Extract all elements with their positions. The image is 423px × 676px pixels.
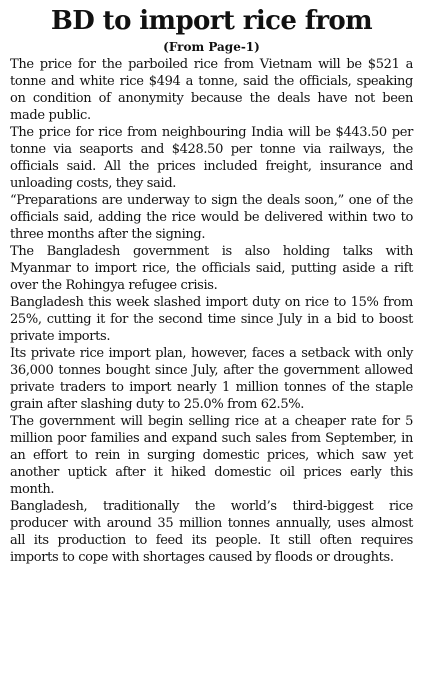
paragraph-vietnam-prices: The price for the parboiled rice from Vietnam will be $521 a tonne and white rice $494 a tonne, said the officials, speaking on condition of anonymity because the deals have not been made public. <box>10 57 413 123</box>
paragraph-deal-timing: “Preparations are underway to sign the deals soon,” one of the officials said, adding the rice would be delivered within two to three months after the signing. <box>10 193 413 242</box>
paragraph-cheap-sales: The government will begin selling rice at a cheaper rate for 5 million poor families and expand such sales from September, in an effort to rein in surging domestic prices, which saw yet another uptick after it hiked domestic oil prices early this month. <box>10 414 413 497</box>
headline: BD to import rice from <box>50 6 373 36</box>
paragraph-private-imports: Its private rice import plan, however, faces a setback with only 36,000 tonnes bought since July, after the government allowed private traders to import nearly 1 million tonnes of the staple grain after slashing duty to 25.0% from 62.5%. <box>10 346 413 412</box>
continuation-note: (From Page-1) <box>163 40 260 54</box>
paragraph-india-prices: The price for rice from neighbouring India will be $443.50 per tonne via seaports and $428.50 per tonne via railways, the officials said. All the prices included freight, insurance and unloading costs, they said. <box>10 125 413 191</box>
paragraph-production: Bangladesh, traditionally the world’s third-biggest rice producer with around 35 million tonnes annually, uses almost all its production to feed its people. It still often requires imports to cope with shortages caused by floods or droughts. <box>10 499 413 565</box>
paragraph-myanmar-talks: The Bangladesh government is also holding talks with Myanmar to import rice, the officials said, putting aside a rift over the Rohingya refugee crisis. <box>10 244 413 293</box>
article-body <box>10 56 413 566</box>
paragraph-import-duty: Bangladesh this week slashed import duty on rice to 15% from 25%, cutting it for the second time since July in a bid to boost private imports. <box>10 295 413 344</box>
